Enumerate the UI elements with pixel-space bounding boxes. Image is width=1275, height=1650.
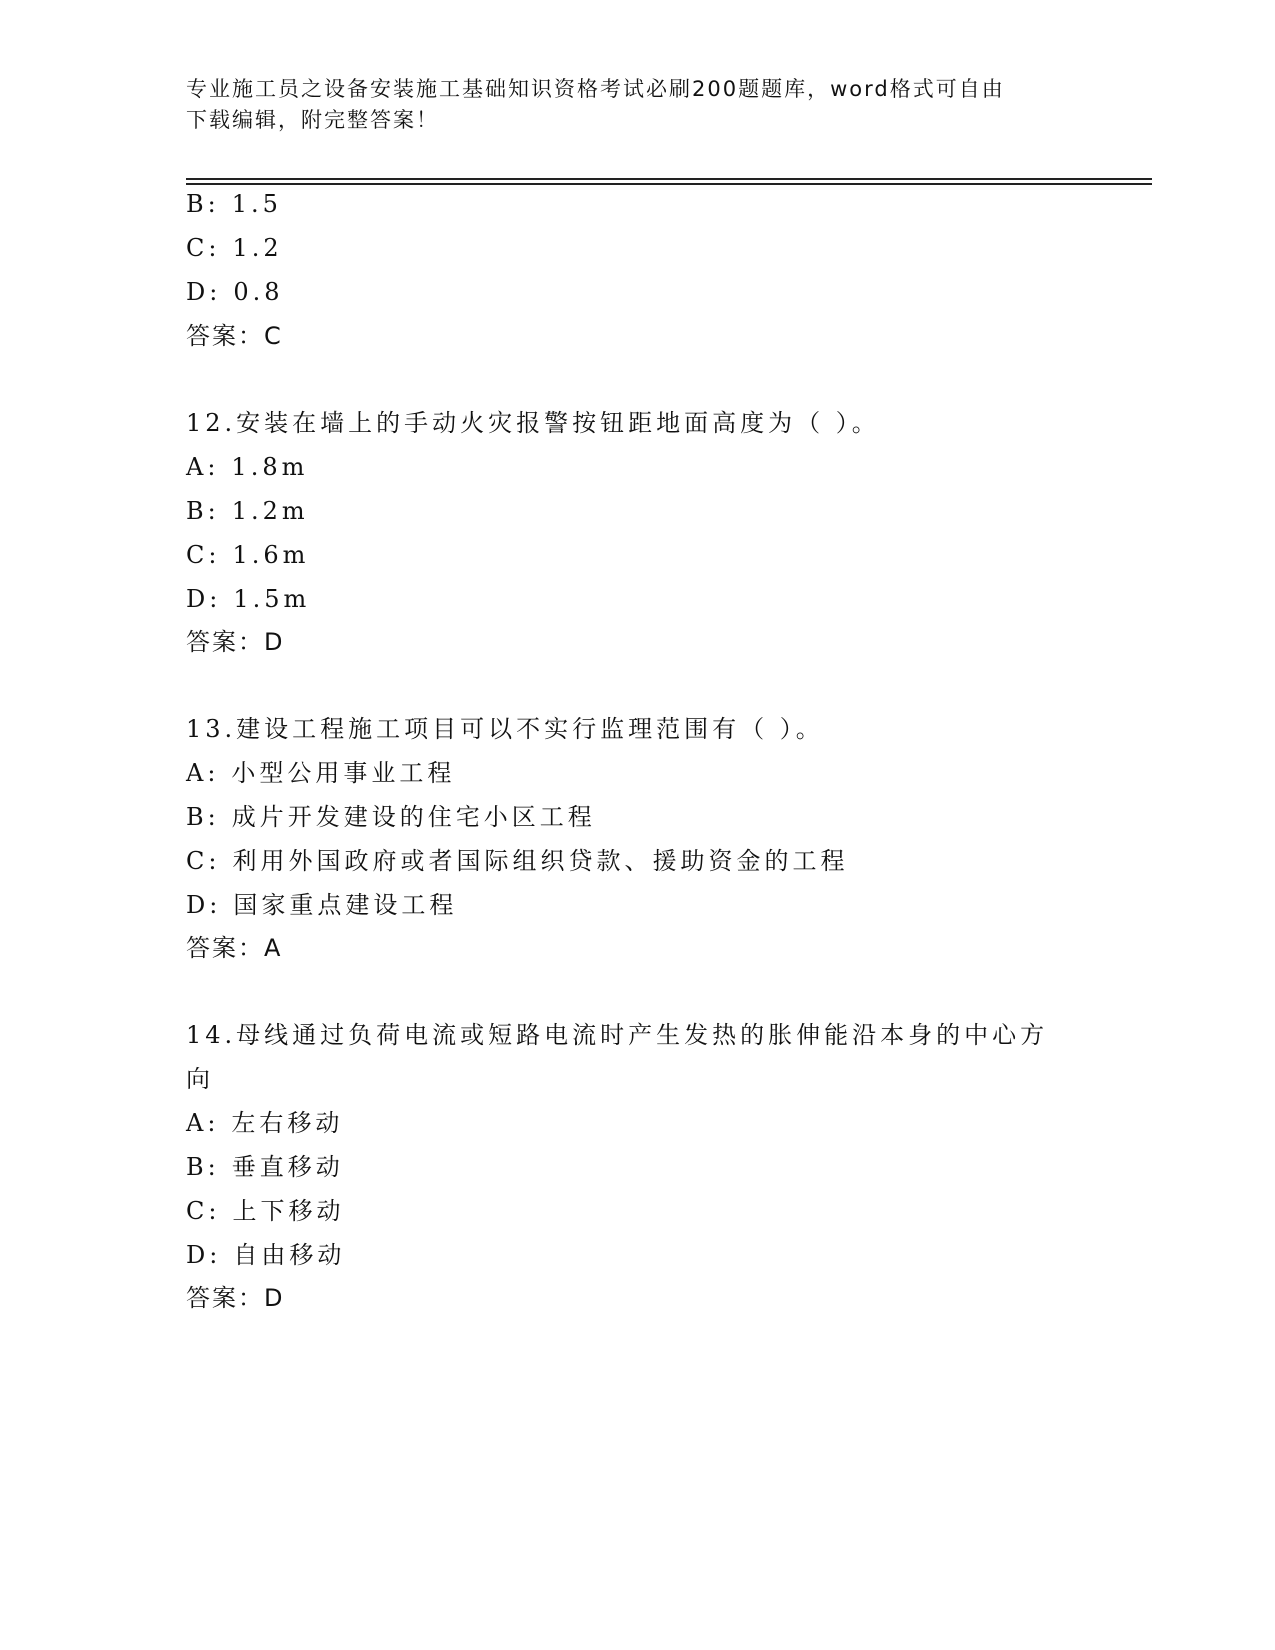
option-d: D: 1.5m (186, 585, 311, 613)
option-b: B: 1.5 (186, 190, 282, 218)
option-a: A: 1.8m (186, 453, 309, 481)
option-c: C: 1.2 (186, 234, 283, 262)
question-stem-line-2: 向 (186, 1065, 214, 1093)
option-d: D: 国家重点建设工程 (186, 891, 458, 919)
option-a: A: 小型公用事业工程 (186, 759, 456, 787)
option-b: B: 1.2m (186, 497, 309, 525)
answer-line: 答案：C (186, 322, 283, 350)
option-b: B: 成片开发建设的住宅小区工程 (186, 803, 596, 831)
header-divider-top (186, 178, 1152, 180)
document-header (186, 74, 1086, 136)
answer-line: 答案：A (186, 934, 283, 962)
option-c: C: 1.6m (186, 541, 310, 569)
header-title-line-2: 下载编辑，附完整答案！ (186, 108, 439, 132)
header-divider-bottom (186, 183, 1152, 185)
option-c: C: 上下移动 (186, 1197, 345, 1225)
question-stem: 13.建设工程施工项目可以不实行监理范围有（ ）。 (186, 715, 824, 743)
question-stem-line-1: 14.母线通过负荷电流或短路电流时产生发热的胀伸能沿本身的中心方 (186, 1021, 1049, 1049)
answer-line: 答案：D (186, 1284, 285, 1312)
option-b: B: 垂直移动 (186, 1153, 344, 1181)
answer-line: 答案：D (186, 628, 285, 656)
header-title-line-1: 专业施工员之设备安装施工基础知识资格考试必刷200题题库，word格式可自由 (186, 77, 1005, 101)
option-a: A: 左右移动 (186, 1109, 344, 1137)
option-c: C: 利用外国政府或者国际组织贷款、援助资金的工程 (186, 847, 849, 875)
question-stem: 12.安装在墙上的手动火灾报警按钮距地面高度为（ ）。 (186, 409, 880, 437)
option-d: D: 自由移动 (186, 1241, 346, 1269)
option-d: D: 0.8 (186, 278, 284, 306)
